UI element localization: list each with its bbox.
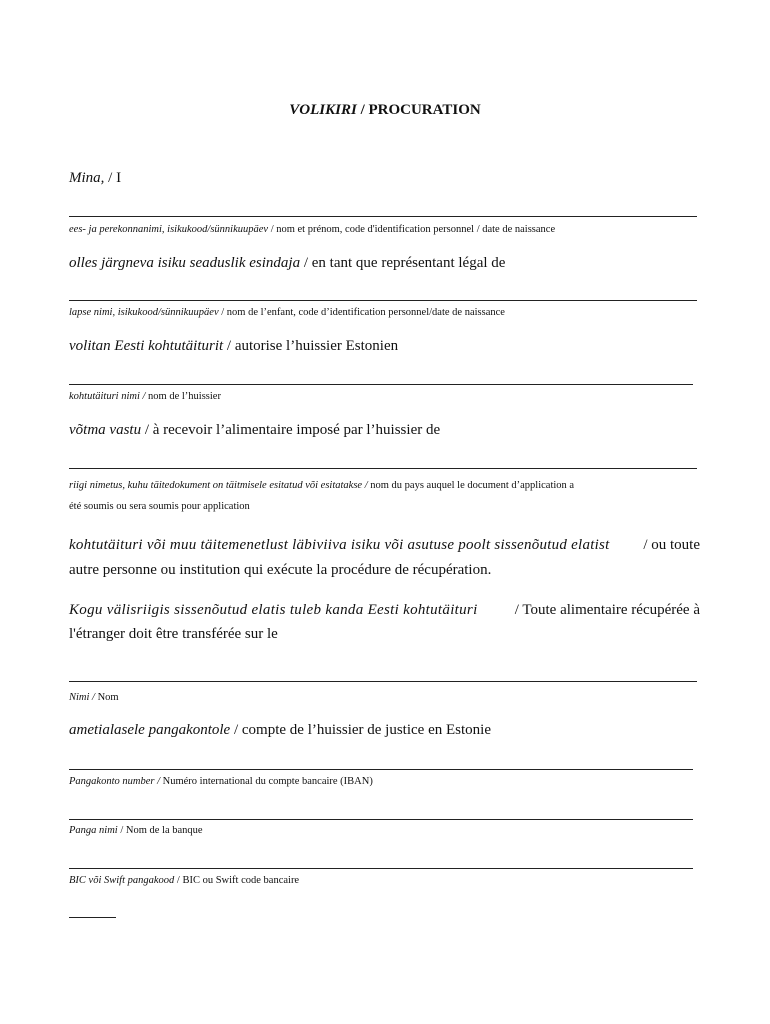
para2-fr-2: l'étranger doit être transférée sur le	[69, 626, 278, 642]
footnote-separator	[69, 917, 116, 918]
child-field-label	[69, 307, 505, 318]
representative-et: olles järgneva isiku seaduslik esindaja	[69, 255, 301, 271]
para2-fr-1: / Toute alimentaire récupérée à	[514, 602, 700, 618]
receive-et: võtma vastu	[69, 422, 142, 438]
intro-line	[69, 170, 121, 187]
para2-et: Kogu välisriigis sissenõutud elatis tuleb kanda Eesti kohtutäituri	[69, 602, 478, 618]
country-field-label-cont	[69, 501, 250, 512]
name-label-fr: / nom et prénom, code d'identification personnel / date de naissance	[268, 224, 556, 235]
nimi-label-et: Nimi /	[69, 692, 95, 703]
para1-fr-2: autre personne ou institution qui exécute la procédure de récupération.	[69, 562, 492, 578]
title-et: VOLIKIRI	[289, 102, 357, 118]
para1-et: kohtutäituri või muu täitemenetlust läbiviiva isiku või asutuse poolt sissenõutud elatist	[69, 537, 610, 553]
bailiff-input-line[interactable]	[69, 384, 693, 385]
para1-line-2	[69, 562, 491, 579]
bailiff-label-fr: nom de l’huissier	[145, 391, 221, 402]
bic-label-et: BIC või Swift pangakood	[69, 875, 175, 886]
name-field-label	[69, 224, 555, 235]
nimi-input-line[interactable]	[69, 681, 697, 682]
bailiff-label-et: kohtutäituri nimi /	[69, 391, 146, 402]
bank-label-fr: / Nom de la banque	[117, 825, 203, 836]
title-fr: PROCURATION	[368, 102, 481, 118]
country-label-fr-1: nom du pays auquel le document d’application a	[367, 480, 575, 491]
country-label-et: riigi nimetus, kuhu täitedokument on täitmisele esitatud või esitatakse /	[69, 480, 368, 491]
account-et: ametialasele pangakontole	[69, 722, 231, 738]
receive-line	[69, 422, 440, 439]
page-title	[0, 102, 770, 119]
representative-fr: / en tant que représentant légal de	[300, 255, 506, 271]
bank-input-line[interactable]	[69, 819, 693, 820]
bank-label-et: Panga nimi	[69, 825, 118, 836]
iban-label-et: Pangakonto number /	[69, 776, 160, 787]
intro-fr: / I	[104, 170, 122, 186]
iban-label-fr: Numéro international du compte bancaire (IBAN)	[160, 776, 373, 787]
para1-fr-1: / ou toute	[643, 537, 700, 553]
account-line	[69, 722, 491, 739]
account-fr: / compte de l’huissier de justice en Estonie	[230, 722, 491, 738]
authorize-et: volitan Eesti kohtutäiturit	[69, 338, 224, 354]
bailiff-field-label	[69, 391, 221, 402]
child-label-fr: / nom de l’enfant, code d’identification personnel/date de naissance	[218, 307, 505, 318]
iban-input-line[interactable]	[69, 769, 693, 770]
nimi-label-fr: Nom	[94, 692, 119, 703]
bic-input-line[interactable]	[69, 868, 693, 869]
para1-line-1	[69, 537, 700, 554]
country-field-label	[69, 480, 574, 491]
bic-field-label	[69, 875, 299, 886]
bank-field-label	[69, 825, 203, 836]
nimi-field-label	[69, 692, 119, 703]
country-input-line[interactable]	[69, 468, 697, 469]
child-label-et: lapse nimi, isikukood/sünnikuupäev	[69, 307, 219, 318]
bic-label-fr: / BIC ou Swift code bancaire	[174, 875, 300, 886]
authorize-line	[69, 338, 398, 355]
para2-line-2	[69, 626, 278, 643]
intro-et: Mina,	[69, 170, 105, 186]
authorize-fr: / autorise l’huissier Estonien	[223, 338, 399, 354]
para2-line-1	[69, 602, 700, 619]
name-input-line[interactable]	[69, 216, 697, 217]
receive-fr: / à recevoir l’alimentaire imposé par l’huissier de	[141, 422, 441, 438]
representative-line	[69, 255, 505, 272]
child-input-line[interactable]	[69, 300, 697, 301]
title-sep: /	[356, 102, 369, 118]
name-label-et: ees- ja perekonnanimi, isikukood/sünnikuupäev	[69, 224, 269, 235]
country-label-fr-2: été soumis ou sera soumis pour application	[69, 501, 250, 512]
iban-field-label	[69, 776, 373, 787]
